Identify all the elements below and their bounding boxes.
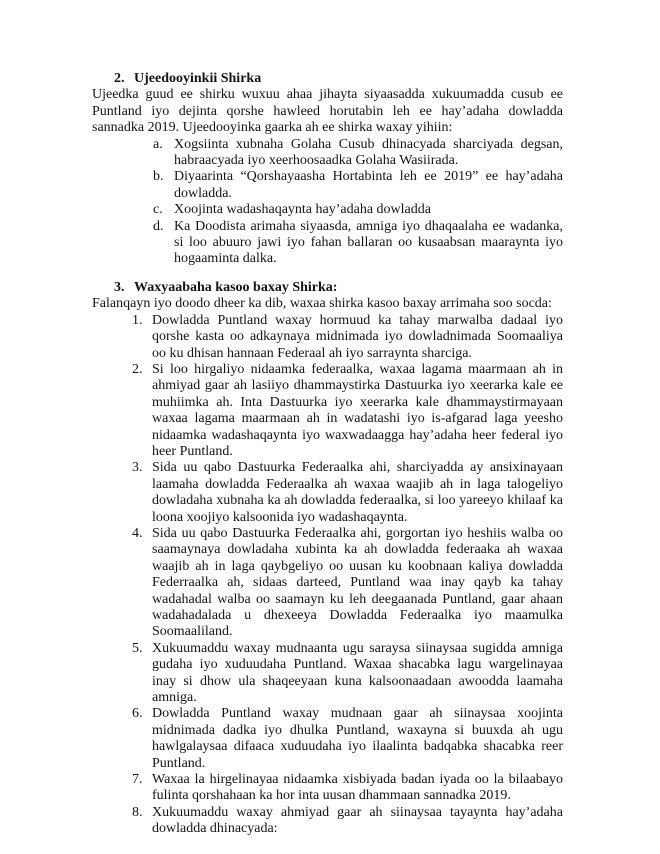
list-item-text: Dowladda Puntland waxay hormuud ka tahay marwalba dadaal iyo qorshe kasta oo adkaynaya midnimada iyo dowladnimada Soomaaliya oo ku dhisan hannaan Federaal ah iyo sarraynta sharciga. [152, 312, 563, 361]
list-item-text: Si loo hirgaliyo nidaamka federaalka, waxaa lagama maarmaan ah in ahmiyad gaar ah lasiiyo dhammaystirka Dastuurka iyo xeerarka kale ee muhiimka ah. Inta Dastuurka iyo xeerarka kale dhammaystirmayaan waxaa lagama maarmaan ah in wadatashi iyo is-afgarad laga yeesho nidaamka wadashaqaynta iyo waxwadaagga hay’adaha heer federal iyo heer Puntland. [152, 361, 563, 459]
list-item-c [92, 202, 563, 218]
list-item-4 [92, 526, 563, 641]
list-item-1 [92, 313, 563, 362]
list-marker: d. [153, 218, 164, 234]
list-item-2 [92, 362, 563, 460]
list-item-a [92, 137, 563, 170]
list-item-6 [92, 706, 563, 772]
list-item-text: Waxaa la hirgelinayaa nidaamka xisbiyada badan iyada oo la bilaabayo fulinta qorshahaan ka hor inta uusan dhammaan sannadka 2019. [152, 772, 563, 804]
list-marker: b. [153, 169, 164, 185]
list-marker: 7. [132, 772, 143, 788]
list-item-text: Ka Doodista arimaha siyaasda, amniga iyo dhaqaalaha ee wadanka, si loo abuuro jawi iyo fahan ballaran oo kusaabsan maaraynta iyo hogaaminta dalka. [174, 218, 563, 267]
list-marker: 5. [132, 640, 143, 656]
document-content [92, 71, 563, 838]
list-item-8 [92, 805, 563, 838]
list-marker: 2. [132, 361, 143, 377]
list-item-text: Xogsiinta xubnaha Golaha Cusub dhinacyada sharciyada degsan, habraacyada iyo xeerhoosaadka Golaha Wasiirada. [174, 136, 563, 169]
list-item-3 [92, 460, 563, 526]
list-item-b [92, 169, 563, 202]
section-intro-paragraph: Falanqayn iyo doodo dheer ka dib, waxaa shirka kasoo baxay arrimaha soo socda: [92, 296, 552, 312]
section-title: Waxyaabaha kasoo baxay Shirka: [134, 279, 338, 295]
section-title: Ujeedooyinkii Shirka [134, 71, 262, 86]
list-item-text: Xoojinta wadashaqaynta hay’adaha dowladda [174, 202, 431, 218]
list-marker: 6. [132, 706, 143, 722]
section-intro-paragraph: Ujeedka guud ee shirku wuxuu ahaa jihayta siyaasadda xukuumadda cusub ee Puntland iyo dejinta qorshe hawleed horutabin leh ee hay’adaha dowladda sannadka 2019. Ujeedooyinka gaarka ah ee shirka waxay yihiin: [92, 87, 563, 136]
section-heading [92, 280, 563, 296]
section-number: 2. [114, 71, 125, 86]
list-marker: 4. [132, 525, 143, 541]
section-ujeedooyinkii-shirka [92, 71, 563, 268]
list-item-text: Xukuumaddu waxay mudnaanta ugu saraysa siinaysaa sugidda amniga gudaha iyo xuduudaha Puntland. Waxaa shacabka lagu wargelinayaa inay si dhow ula shaqeeyaan kuna kalsoonaadaan awoodda laamaha amniga. [152, 640, 563, 706]
list-item-d [92, 219, 563, 268]
list-marker: a. [153, 136, 163, 152]
list-item-text: Dowladda Puntland waxay mudnaan gaar ah siinaysaa xoojinta midnimada dadka iyo dhulka Puntland, waxayna si buuxda ah ugu hawlgalaysaa difaaca xuduudaha iyo ilaalinta badqabka shacabka reer Puntland. [152, 706, 563, 771]
list-marker: 1. [132, 312, 143, 328]
section-number: 3. [114, 279, 125, 295]
list-item-text: Xukuumaddu waxay ahmiyad gaar ah siinaysaa tayaynta hay’adaha dowladda dhinacyada: [152, 804, 563, 837]
list-marker: 3. [132, 460, 143, 476]
list-item-text: Diyaarinta “Qorshayaasha Hortabinta leh ee 2019” ee hay’adaha dowladda. [174, 169, 563, 201]
list-item-7 [92, 772, 563, 805]
list-item-5 [92, 641, 563, 707]
list-item-text: Sida uu qabo Dastuurka Federaalka ahi, gorgortan iyo heshiis walba oo saamaynaya dowladaha xubinta ka ah dowladda federaaka ah waxaa waajib ah in laga qaybgeliyo oo uusan ku koobnaan kaliya dowladda Federraalka ah, sidaas darteed, Puntland waa inay qayb ka tahay wadahadal walba oo saamayn ku leh deegaanada Puntland, gaar ahaan wadahadalada u dhexeeya Dowladda Federaalka iyo maamulka Soomaaliland. [152, 525, 563, 640]
list-marker: 8. [132, 804, 143, 820]
list-item-text: Sida uu qabo Dastuurka Federaalka ahi, sharciyadda ay ansixinayaan laamaha dowladda Federaalka ah waxaa waajib ah in laga talogeliyo dowladaha xubnaha ka ah dowladda federaalka, si loo yareeyo khilaaf ka loona xoojiyo kalsoonida iyo wadashaqaynta. [152, 460, 563, 525]
section-waxyaabaha-kasoo-baxay [92, 280, 563, 838]
section-heading [92, 71, 563, 87]
list-marker: c. [153, 202, 163, 218]
